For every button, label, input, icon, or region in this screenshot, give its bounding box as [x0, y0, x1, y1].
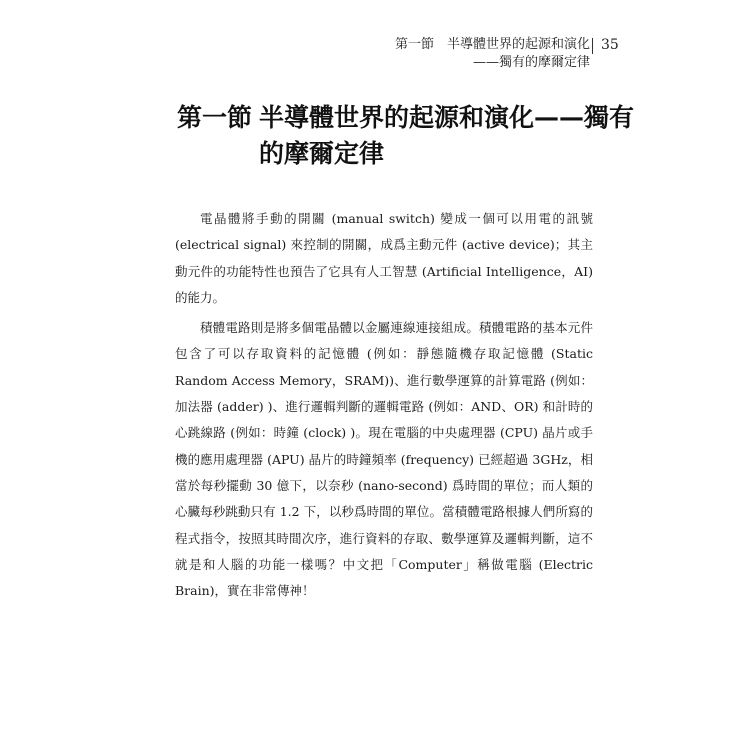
chapter-title-line-1 [177, 100, 635, 136]
chapter-title-text-1: 半導體世界的起源和演化——獨有 [259, 103, 635, 132]
header-divider [592, 38, 593, 54]
paragraph-transistor: 電晶體將手動的開關 (manual switch) 變成一個可以用電的訊號 (electrical signal) 來控制的開關，成爲主動元件 (active device)；其主動元件的功能特性也預告了它具有人工智慧 (Artificial Intelligence，AI) 的能力。 [175, 211, 593, 305]
chapter-number: 第一節 [177, 103, 253, 132]
chapter-title [177, 100, 635, 172]
chapter-title-line-2 [177, 136, 617, 172]
page-number: 35 [601, 37, 619, 53]
paragraph-integrated-circuit: 積體電路則是將多個電晶體以金屬連線連接組成。積體電路的基本元件包含了可以存取資料的記憶體 (例如：靜態隨機存取記憶體 (Static Random Access Memory，SRAM))、進行數學運算的計算電路 (例如：加法器 (adder) )、進行邏輯判斷的邏輯電路 (例如：AND、OR) 和計時的心跳線路 (例如：時鐘 (clock) )。現在電腦的中央處理器 (CPU) 晶片或手機的應用處理器 (APU) 晶片的時鐘頻率 (frequency) 已經超過 3GHz，相當於每秒擺動 30 億下，以奈秒 (nano-second) 爲時間的單位；而人類的心臟每秒跳動只有 1.2 下，以秒爲時間的單位。當積體電路根據人們所寫的程式指令，按照其時間次序，進行資料的存取、數學運算及邏輯判斷，這不就是和人腦的功能一樣嗎？中文把「Computer」稱做電腦 (Electric Brain)，實在非常傳神！ [175, 320, 593, 599]
running-header-line-1: 第一節 半導體世界的起源和演化 [394, 37, 590, 52]
body-text [175, 206, 593, 608]
running-header [395, 36, 590, 72]
running-header-line-2: ——獨有的摩爾定律 [472, 55, 590, 70]
chapter-title-text-2: 的摩爾定律 [259, 139, 385, 168]
